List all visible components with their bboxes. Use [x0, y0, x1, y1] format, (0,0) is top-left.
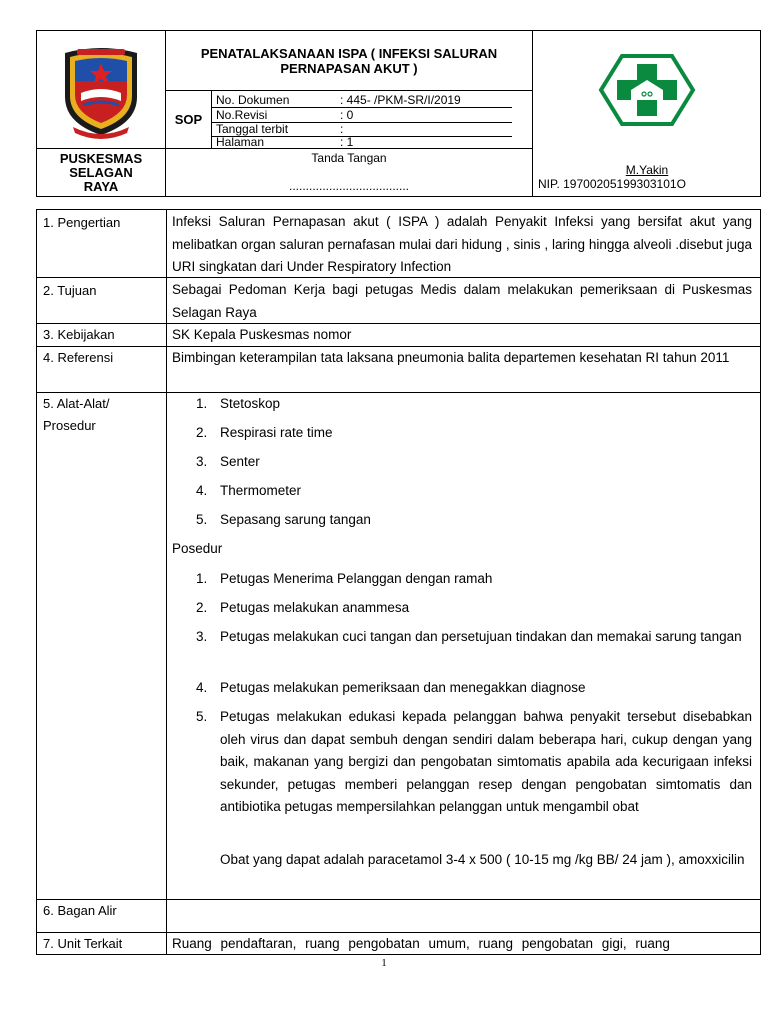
section-label-line: Prosedur — [43, 418, 96, 433]
org-line: RAYA — [83, 179, 119, 194]
section-text: Sebagai Pedoman Kerja bagi petugas Medis dalam melakukan pemeriksaan di Puskesmas Selagan Raya — [172, 282, 752, 320]
meta-value: : 0 — [340, 108, 354, 122]
section-bagan-alir — [37, 900, 760, 933]
meta-value: : 445- /PKM-SR/I/2019 — [340, 93, 461, 107]
section-label: 6. Bagan Alir — [43, 903, 117, 918]
section-label: 7. Unit Terkait — [43, 936, 123, 951]
regional-crest-logo — [37, 31, 166, 149]
section-kebijakan — [37, 324, 760, 347]
section-text: SK Kepala Puskesmas nomor — [172, 327, 352, 342]
document-meta — [212, 91, 533, 149]
section-text: Bimbingan keterampilan tata laksana pneumonia balita departemen kesehatan RI tahun 2011 — [172, 350, 730, 365]
meta-value: : 1 — [340, 135, 354, 149]
signer-nip: NIP. 19700205199303101O — [538, 177, 686, 191]
meta-key: Tanggal terbit — [216, 122, 289, 136]
section-label: 4. Referensi — [43, 350, 114, 365]
signature-cell — [166, 149, 533, 197]
puskesmas-cross-logo — [597, 50, 697, 130]
section-tujuan — [37, 278, 760, 324]
sop-content-table — [36, 209, 761, 955]
sop-label: SOP — [166, 91, 212, 149]
medication-note: Obat yang dapat adalah paracetamol 3-4 x 500 ( 10-15 mg /kg BB/ 24 jam ), amoxxicilin — [220, 852, 745, 867]
section-label: 3. Kebijakan — [43, 327, 115, 342]
page-number: 1 — [381, 957, 387, 969]
section-referensi — [37, 347, 760, 393]
logo-cell — [37, 31, 166, 149]
signer-name: M.Yakin — [625, 163, 669, 177]
document-title: PENATALAKSANAAN ISPA ( INFEKSI SALURAN PERNAPASAN AKUT ) — [166, 31, 533, 91]
section-label: 1. Pengertian — [43, 215, 121, 230]
procedure-heading: Posedur — [172, 541, 223, 556]
meta-value: : — [340, 122, 344, 136]
section-alat-prosedur — [37, 393, 760, 900]
section-unit-terkait — [37, 933, 760, 955]
section-label — [43, 393, 109, 437]
signer-cell — [533, 149, 761, 197]
organization-name — [37, 149, 166, 197]
signature-line: .................................... — [288, 179, 410, 193]
org-line: SELAGAN — [69, 165, 133, 180]
section-text: Infeksi Saluran Pernapasan akut ( ISPA ) adalah Penyakit Infeksi yang bersifat akut yang melibatkan organ saluran pernafasan mulai dari hidung , sinis , laring hingga alveoli .disebut juga URI singkatan dari Under Respiratory Infection — [172, 214, 752, 274]
sop-header-table — [36, 30, 761, 197]
meta-key: No. Dokumen — [216, 93, 290, 107]
org-line: PUSKESMAS — [59, 151, 143, 166]
meta-key: No.Revisi — [216, 108, 268, 122]
section-text: Ruang pendaftaran, ruang pengobatan umum, ruang pengobatan gigi, ruang — [172, 936, 670, 951]
section-pengertian — [37, 210, 760, 278]
emblem-cell — [533, 31, 761, 149]
meta-key: Halaman — [216, 135, 265, 149]
section-label-line: 5. Alat-Alat/ — [43, 396, 110, 411]
section-label: 2. Tujuan — [43, 283, 97, 298]
signature-label: Tanda Tangan — [311, 151, 387, 165]
section-body: 1. Stetoskop 2. Respirasi rate time 3. Senter 4. Thermometer 5. Sepasang sarung tangan Posedur 1. Petugas Menerima Pelanggan dengan ramah 2. Petugas melakukan anammesa 3. Petugas melakukan cuci tangan dan persetujuan tindakan dan memakai sarung tangan 4. Petugas melakukan pemeriksaan dan menegakkan diagnose 5. Petugas melakukan edukasi kepada pelanggan bahwa penyakit tersebut disebabkan oleh virus dan dapat sembuh dengan sendiri dalam beberapa hari, cukup dengan yang baik, makanan yang bergizi dan pengobatan simtomatis apabila ada kecurigaan infeksi sekunder, petugas memberi pelanggan resep dengan pengobatan simtomatis dan antibiotika petugas mempersilahkan pelanggan untuk mengambil obat Obat yang dapat adalah paracetamol 3-4 x 500 ( 10-15 mg /kg BB/ 24 jam ), amoxxicilin — [172, 393, 752, 900]
